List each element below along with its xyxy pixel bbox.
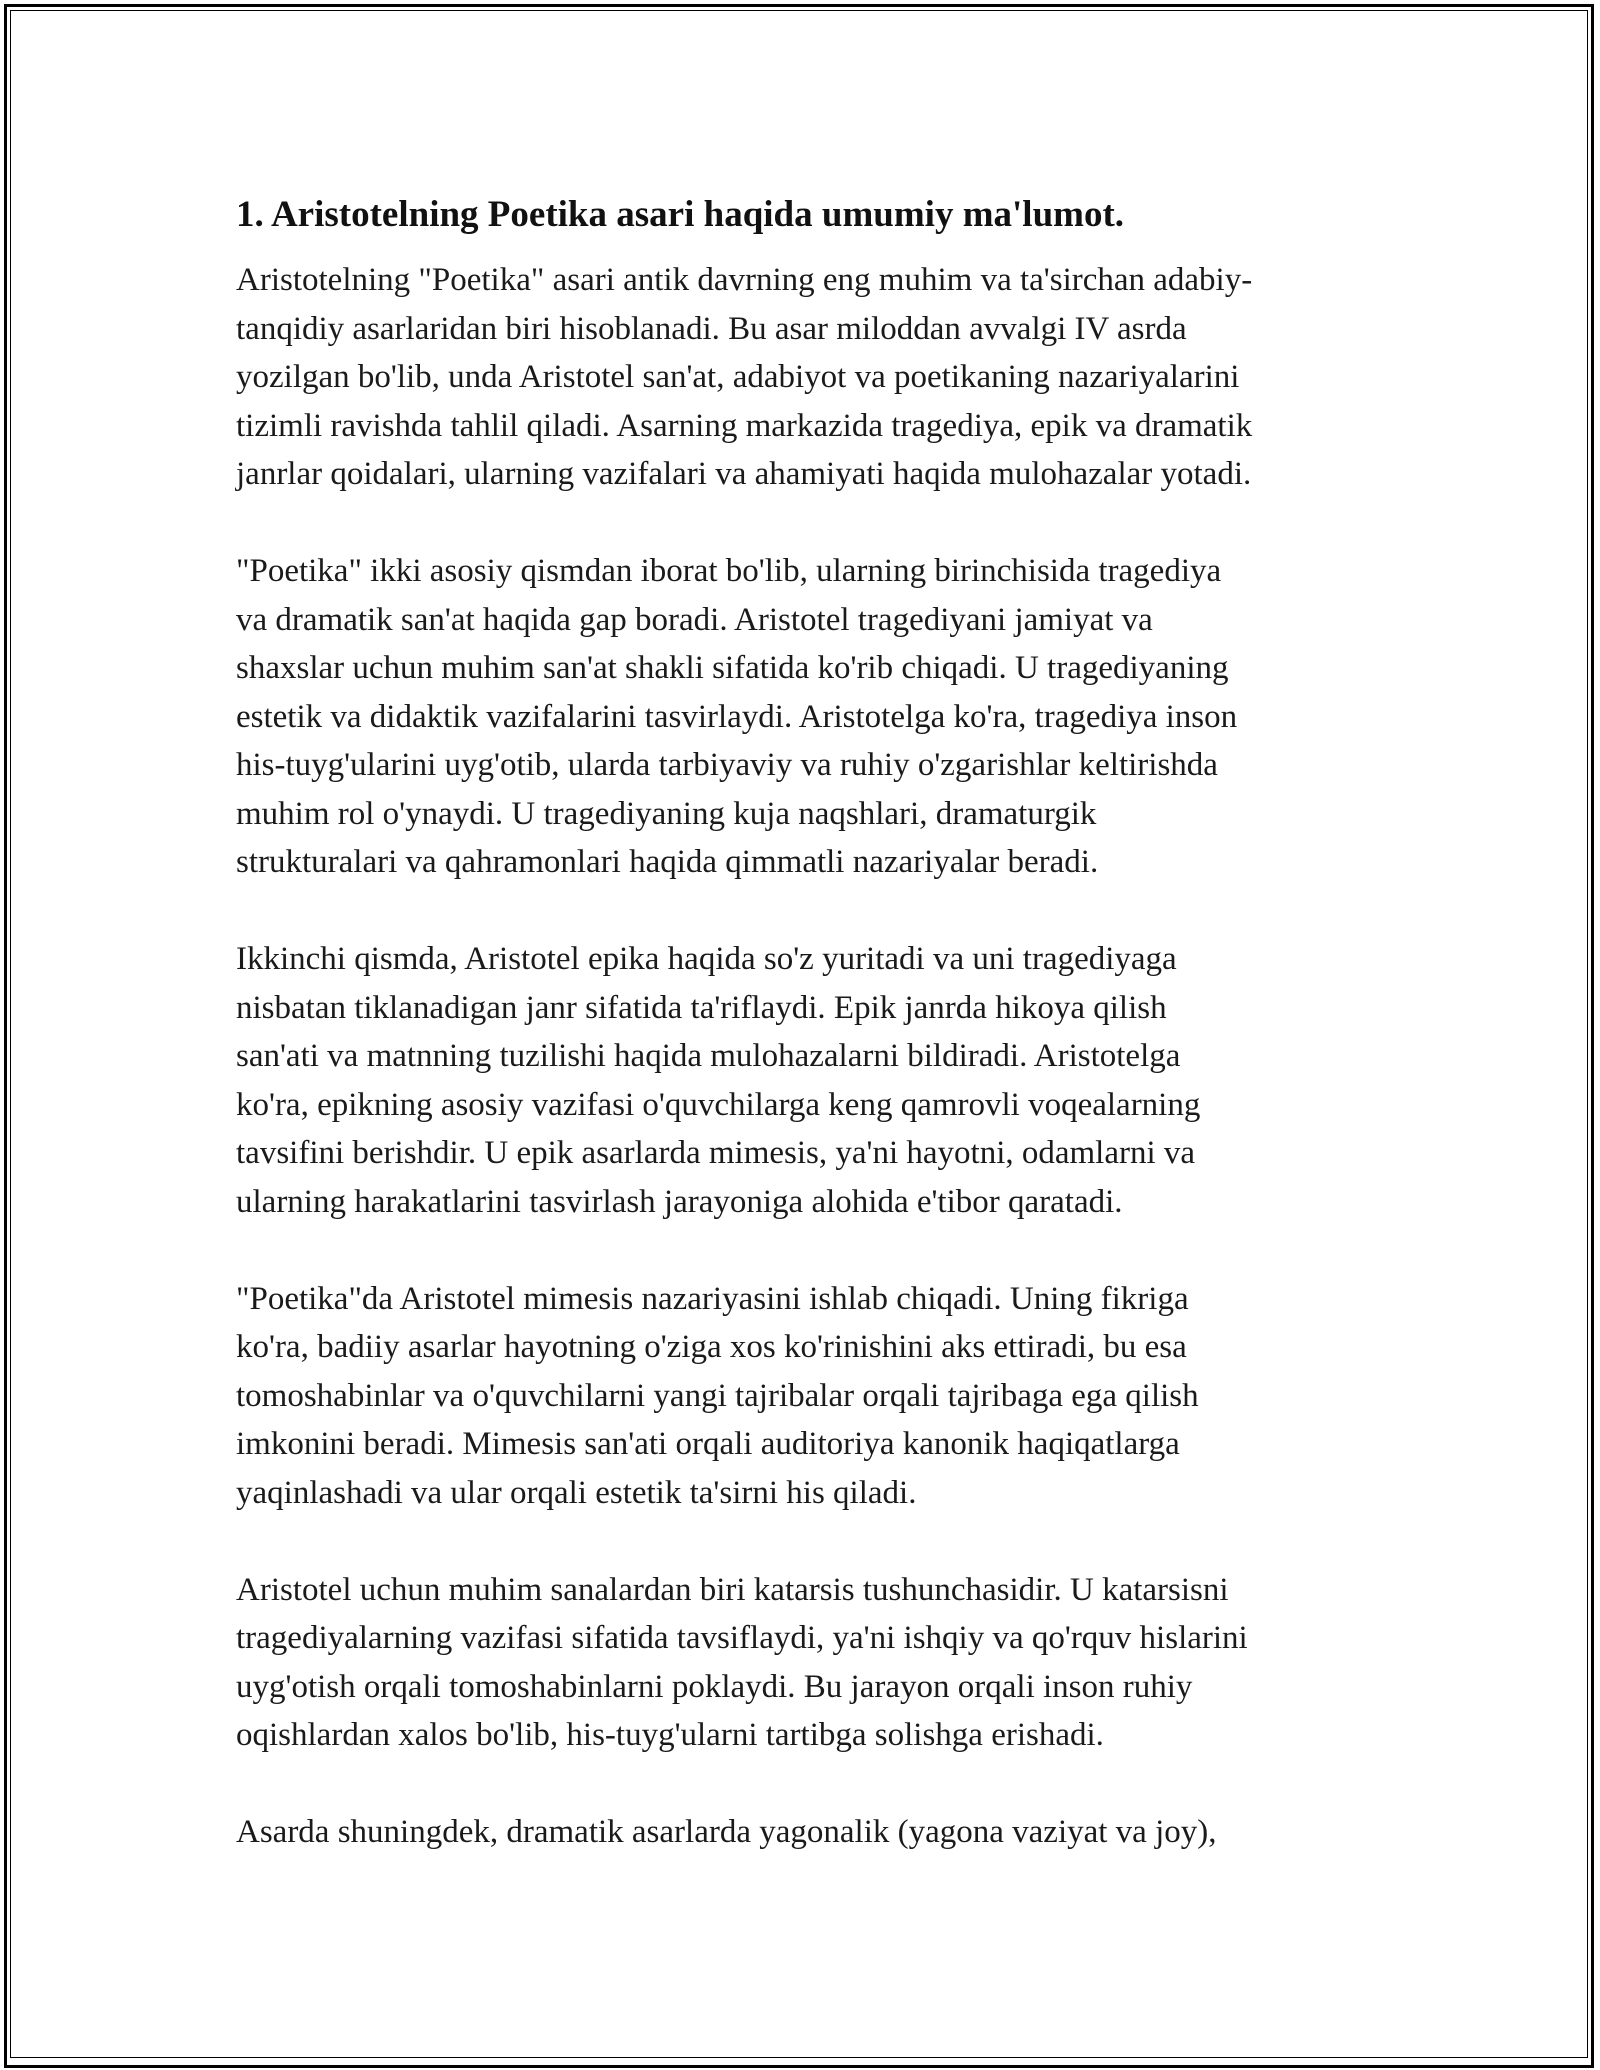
paragraph-line: estetik va didaktik vazifalarini tasvirlaydi. Aristotelga ko'ra, tragediya inson bbox=[236, 698, 1238, 735]
paragraph-line: ko'ra, epikning asosiy vazifasi o'quvchilarga keng qamrovli voqealarning bbox=[236, 1086, 1201, 1123]
paragraph-line: ko'ra, badiiy asarlar hayotning o'ziga xos ko'rinishini aks ettiradi, bu esa bbox=[236, 1329, 1187, 1365]
paragraph-line: "Poetika" ikki asosiy qismdan iborat bo'lib, ularning birinchisida tragediya bbox=[236, 553, 1222, 589]
paragraph-line: san'ati va matnning tuzilishi haqida mulohazalarni bildiradi. Aristotelga bbox=[236, 1038, 1181, 1074]
paragraph-line: Asarda shuningdek, dramatik asarlarda yagonalik (yagona vaziyat va joy), bbox=[236, 1814, 1217, 1850]
paragraph-line: tizimli ravishda tahlil qiladi. Asarning markazida tragediya, epik va dramatik bbox=[236, 407, 1253, 444]
paragraph-line: his-tuyg'ularini uyg'otib, ularda tarbiyaviy va ruhiy o'zgarishlar keltirishda bbox=[236, 747, 1218, 783]
paragraph-1 bbox=[236, 256, 1376, 499]
paragraph-line: va dramatik san'at haqida gap boradi. Aristotel tragediyani jamiyat va bbox=[236, 601, 1153, 638]
paragraph-line: strukturalari va qahramonlari haqida qimmatli nazariyalar beradi. bbox=[236, 844, 1099, 880]
paragraph-line: tanqidiy asarlaridan biri hisoblanadi. Bu asar miloddan avvalgi IV asrda bbox=[236, 310, 1187, 347]
paragraph-line: "Poetika"da Aristotel mimesis nazariyasini ishlab chiqadi. Uning fikriga bbox=[236, 1280, 1189, 1317]
paragraph-line: Aristotel uchun muhim sanalardan biri katarsis tushunchasidir. U katarsisni bbox=[236, 1571, 1229, 1608]
section-heading: 1. Aristotelning Poetika asari haqida umumiy ma'lumot. bbox=[236, 194, 1125, 235]
paragraph-line: tragediyalarning vazifasi sifatida tavsiflaydi, ya'ni ishqiy va qo'rquv hislarini bbox=[236, 1620, 1248, 1656]
paragraph-line: tomoshabinlar va o'quvchilarni yangi tajribalar orqali tajribaga ega qilish bbox=[236, 1377, 1199, 1414]
paragraph-line: Aristotelning "Poetika" asari antik davrning eng muhim va ta'sirchan adabiy- bbox=[236, 262, 1253, 298]
paragraph-4 bbox=[236, 1275, 1376, 1518]
document-body bbox=[236, 184, 1376, 1905]
paragraph-line: shaxslar uchun muhim san'at shakli sifatida ko'rib chiqadi. U tragediyaning bbox=[236, 650, 1229, 686]
paragraph-line: uyg'otish orqali tomoshabinlarni poklaydi. Bu jarayon orqali inson ruhiy bbox=[236, 1668, 1193, 1705]
paragraph-line: oqishlardan xalos bo'lib, his-tuyg'ularni tartibga solishga erishadi. bbox=[236, 1717, 1104, 1753]
paragraph-line: Ikkinchi qismda, Aristotel epika haqida so'z yuritadi va uni tragediyaga bbox=[236, 941, 1177, 977]
paragraph-line: janrlar qoidalari, ularning vazifalari va ahamiyati haqida mulohazalar yotadi. bbox=[236, 456, 1252, 492]
paragraph-line: muhim rol o'ynaydi. U tragediyaning kuja naqshlari, dramaturgik bbox=[236, 795, 1097, 832]
paragraph-line: yaqinlashadi va ular orqali estetik ta'sirni his qiladi. bbox=[236, 1474, 917, 1511]
paragraph-line: ularning harakatlarini tasvirlash jarayoniga alohida e'tibor qaratadi. bbox=[236, 1183, 1123, 1220]
paragraph-5 bbox=[236, 1566, 1376, 1760]
paragraph-line: yozilgan bo'lib, unda Aristotel san'at, adabiyot va poetikaning nazariyalarini bbox=[236, 359, 1240, 395]
paragraph-6 bbox=[236, 1808, 1376, 1857]
paragraph-line: tavsifini berishdir. U epik asarlarda mimesis, ya'ni hayotni, odamlarni va bbox=[236, 1135, 1196, 1171]
paragraph-3 bbox=[236, 935, 1376, 1226]
paragraph-line: nisbatan tiklanadigan janr sifatida ta'riflaydi. Epik janrda hikoya qilish bbox=[236, 989, 1167, 1026]
paragraph-line: imkonini beradi. Mimesis san'ati orqali auditoriya kanonik haqiqatlarga bbox=[236, 1426, 1180, 1462]
paragraph-2 bbox=[236, 547, 1376, 887]
